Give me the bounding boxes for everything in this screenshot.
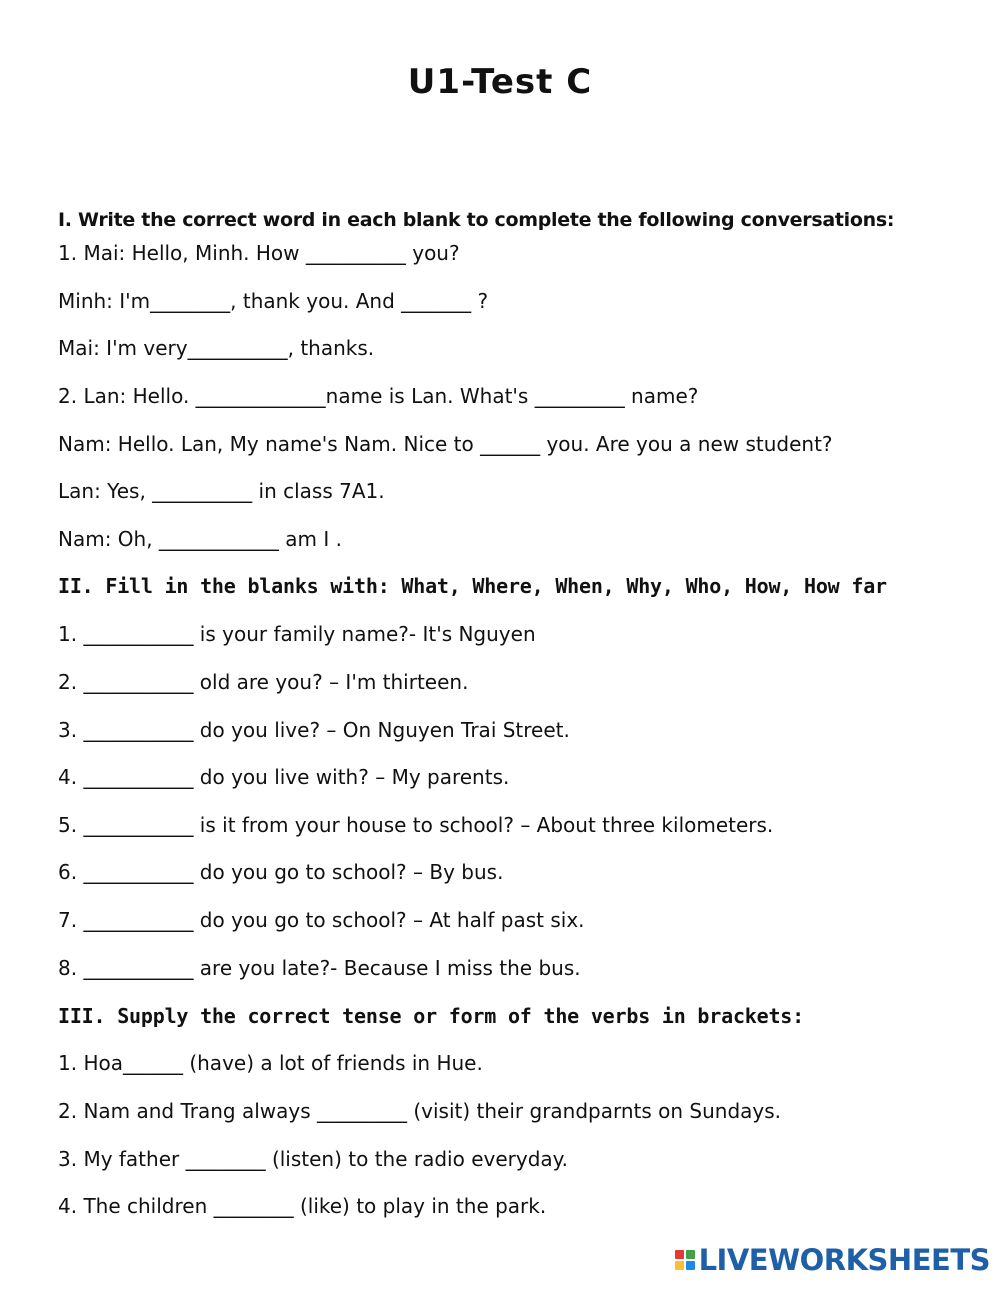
section-2-heading: II. Fill in the blanks with: What, Where, When, Why, Who, How, How far: [58, 574, 887, 598]
section-3-line-4: 4. The children ________ (like) to play in the park.: [58, 1194, 547, 1218]
logo-block-blue: [686, 1261, 695, 1270]
section-1-line-2: Minh: I'm________, thank you. And _______ ?: [58, 289, 489, 313]
section-2-line-6: 6. ___________ do you go to school? – By bus.: [58, 860, 504, 884]
section-3-line-3: 3. My father ________ (listen) to the radio everyday.: [58, 1147, 568, 1171]
section-1-heading: I. Write the correct word in each blank to complete the following conversations:: [58, 209, 895, 231]
section-1-line-5: Nam: Hello. Lan, My name's Nam. Nice to ______ you. Are you a new student?: [58, 432, 833, 456]
page-title: U1-Test C: [407, 62, 593, 102]
section-1-line-6: Lan: Yes, __________ in class 7A1.: [58, 479, 385, 503]
section-3-line-2: 2. Nam and Trang always _________ (visit) their grandparnts on Sundays.: [58, 1099, 782, 1123]
liveworksheets-logo[interactable]: [675, 1243, 990, 1277]
section-1-line-4: 2. Lan: Hello. _____________name is Lan. What's _________ name?: [58, 384, 699, 408]
section-2-line-3: 3. ___________ do you live? – On Nguyen Trai Street.: [58, 718, 570, 742]
section-2-line-7: 7. ___________ do you go to school? – At half past six.: [58, 908, 585, 932]
section-2-line-4: 4. ___________ do you live with? – My parents.: [58, 765, 510, 789]
section-1-line-1: 1. Mai: Hello, Minh. How __________ you?: [58, 241, 460, 265]
section-1-line-7: Nam: Oh, ____________ am I .: [58, 527, 342, 551]
liveworksheets-blocks-icon: [675, 1250, 695, 1270]
section-1-line-3: Mai: I'm very__________, thanks.: [58, 336, 375, 360]
logo-block-yellow: [675, 1261, 684, 1270]
logo-block-green: [686, 1250, 695, 1259]
section-2-line-2: 2. ___________ old are you? – I'm thirteen.: [58, 670, 469, 694]
logo-text: LIVEWORKSHEETS: [698, 1243, 990, 1277]
logo-block-red: [675, 1250, 684, 1259]
section-2-line-8: 8. ___________ are you late?- Because I miss the bus.: [58, 956, 581, 980]
section-2-line-1: 1. ___________ is your family name?- It's Nguyen: [58, 622, 536, 646]
section-2-line-5: 5. ___________ is it from your house to school? – About three kilometers.: [58, 813, 774, 837]
section-3-heading: III. Supply the correct tense or form of the verbs in brackets:: [58, 1004, 804, 1028]
section-3-line-1: 1. Hoa______ (have) a lot of friends in Hue.: [58, 1051, 483, 1075]
